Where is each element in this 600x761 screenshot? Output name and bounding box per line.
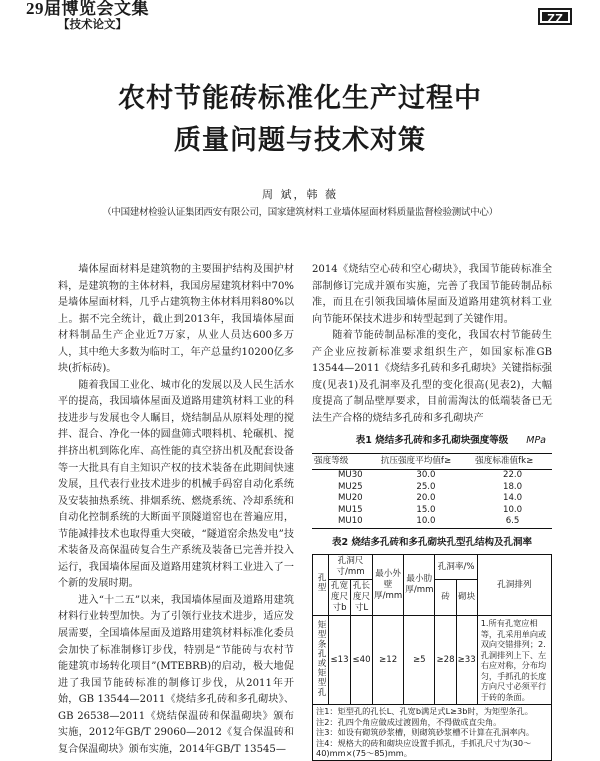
table-note: 注4：规格大的砖和砌块应设置手抓孔，手抓孔尺寸为(30～40)mm×(75～85)mm。	[316, 737, 532, 759]
table-note: 注2：孔四个角应做成过渡圆角，不得做成直尖角。	[316, 716, 502, 727]
table2-caption: 表2 烧结多孔砖和多孔砌块孔型孔结构及孔洞率	[332, 536, 532, 548]
hole-structure-table	[312, 554, 552, 705]
column-header: 最小肋厚/mm	[404, 555, 435, 616]
cell: 10.0	[416, 516, 436, 527]
table-note: 注1：矩型孔的孔长L、孔宽b满足式L≥3b时，为矩型条孔。	[316, 706, 533, 717]
column-header: 孔洞率/%	[435, 555, 477, 580]
cell: ≥5	[404, 616, 435, 705]
cell: MU20	[338, 493, 363, 504]
table-header-row	[313, 555, 552, 580]
cell: 6.5	[505, 516, 520, 527]
journal-logo: ZZ	[538, 8, 572, 25]
cell: 18.0	[502, 481, 523, 492]
paragraph: 随着我国工业化、城市化的发展以及人民生活水平的提高，我国墙体屋面及道路用建筑材料工业的科技进步与发展也令人瞩目，烧结制品从原料处理的搅拌、混合、净化一体的圆盘筛式喂料机、轮碾机、搅拌挤出机到陈化库、高性能的真空挤出机及配套设备等一大批具有自主知识产权的技术装备在此期间快速发展，且代表行业技术进步的机械手码窑自动化系统及安装抽热系统、排烟系统、燃烧系统、冷却系统和自动化控制系统的大断面平顶隧道窑也在普遍应用，节能减排技术也取得重大突破，“隧道窑余热发电”技术装备及高保温砖复合生产系统及装备已完善并投入运行，我国墙体屋面及道路用建筑材料工业进入了一个新的发展时期。	[58, 379, 294, 590]
cell: 25.0	[416, 481, 436, 492]
authors: 周 斌，韩 薇	[262, 188, 338, 201]
cell: MU30	[338, 470, 363, 481]
table1-caption	[312, 433, 552, 450]
cell: 1.所有孔宽应相等，孔采用单向或双向交错排列；2.孔洞排列上下、左右应对称，分布均匀，手抓孔的长度方向尺寸必须平行于砖的条面。	[477, 616, 551, 705]
table-row	[312, 493, 552, 505]
paragraph: 墙体屋面材料是建筑物的主要围护结构及围护材料，是建筑物的主体材料，我国房屋建筑材料中70%是墙体屋面材料，几乎占建筑物主体材料用料80%以上。据不完全统计，截止到2013年，我国墙体屋面材料制品生产企业近7万家，从业人员达600多万人，其中绝大多数为临时工，年产总量约10200亿多块(折标砖)。	[58, 264, 294, 375]
cell: ≤40	[351, 616, 373, 705]
table-row	[313, 616, 552, 705]
column-header: 孔洞排列	[477, 555, 551, 616]
table2-notes	[312, 705, 552, 761]
cell: MU15	[338, 504, 363, 515]
table-row	[312, 516, 552, 528]
cell: 15.0	[416, 504, 436, 515]
column-header: 孔长度尺寸L	[351, 580, 373, 616]
cell: 30.0	[416, 470, 436, 481]
paragraph: 2014《烧结空心砖和空心砌块》，我国节能砖标准全部制修订完成并颁布实施，完善了我国节能砖制品标准，而且在引领我国墙体屋面及道路用建筑材料工业向节能环保技术进步和转型起到了关键作用。	[312, 264, 552, 325]
paragraph: 进入“十二五”以来，我国墙体屋面及道路用建筑材料行业转型加快。为了引领行业技术进步，适应发展需要，全国墙体屋面及道路用建筑材料标准化委员会加快了标准制修订步伐，特别是“节能砖与农村节能建筑市场转化项目”(MTEBRB)的启动，极大地促进了我国节能砖标准的制修订步伐，从2011年开始，GB 13544—2011《烧结多孔砖和多孔砌块》、GB 26538—2011《烧结保温砖和保温砌块》颁布实施，2012年GB/T 29060—2012《复合保温砖和复合保温砌块》颁布实施，2014年GB/T 13545—	[58, 594, 294, 755]
cell: ≤13	[329, 616, 351, 705]
paragraph: 随着节能砖制品标准的变化，我国农村节能砖生产企业应按新标准要求组织生产，如国家标准GB 13544—2011《烧结多孔砖和多孔砌块》关键指标强度(见表1)及孔洞率及孔型的变化很高(见表2)，大幅度提高了制品壁厚要求，目前需淘汰的低端装备已无法生产合格的烧结多孔砖和多孔砌块产	[312, 330, 552, 424]
column-header: 砌块	[456, 580, 477, 616]
article-title-line1: 农村节能砖标准化生产过程中	[118, 83, 482, 114]
column-label: 【技术论文】	[58, 17, 127, 31]
column-header: 孔洞尺寸/mm	[329, 555, 373, 580]
cell: 20.0	[416, 493, 436, 504]
column-header: 孔型	[313, 555, 329, 616]
column-header: 砖	[435, 580, 456, 616]
article-title-line2: 质量问题与技术对策	[174, 125, 426, 156]
cell: MU25	[338, 481, 363, 492]
right-column	[312, 262, 552, 761]
cell: ≥12	[373, 616, 404, 705]
journal-title: 29届博览会文集	[26, 0, 149, 18]
column-header: 强度标准值fk≥	[473, 454, 552, 470]
affiliation: （中国建材检验认证集团西安有限公司，国家建筑材料工业墙体屋面材料质量监督检验测试中心）	[102, 207, 498, 218]
strength-table	[312, 453, 552, 529]
column-header: 孔宽度尺寸b	[329, 580, 351, 616]
cell: 10.0	[502, 504, 523, 515]
table-row	[312, 505, 552, 517]
cell: 14.0	[502, 493, 523, 504]
column-header: 强度等级	[312, 454, 379, 470]
column-header: 抗压强度平均值f≥	[379, 454, 473, 470]
table1-caption-text: 表1 烧结多孔砖和多孔砌块强度等级	[355, 435, 509, 447]
table-note: 注3：如设有砌筑砂浆槽，则砌筑砂浆槽不计算在孔洞率内。	[316, 727, 535, 738]
table-header-row	[312, 454, 552, 470]
table1-unit: MPa	[526, 435, 546, 447]
column-header: 最小外壁厚/mm	[373, 555, 404, 616]
table-row	[312, 470, 552, 482]
left-column	[58, 262, 294, 758]
table-row	[312, 482, 552, 494]
cell: 22.0	[502, 470, 523, 481]
cell: ≥33	[456, 616, 477, 705]
cell: 矩型条孔或矩型孔	[313, 616, 329, 705]
cell: MU10	[338, 516, 363, 527]
cell: ≥28	[435, 616, 456, 705]
